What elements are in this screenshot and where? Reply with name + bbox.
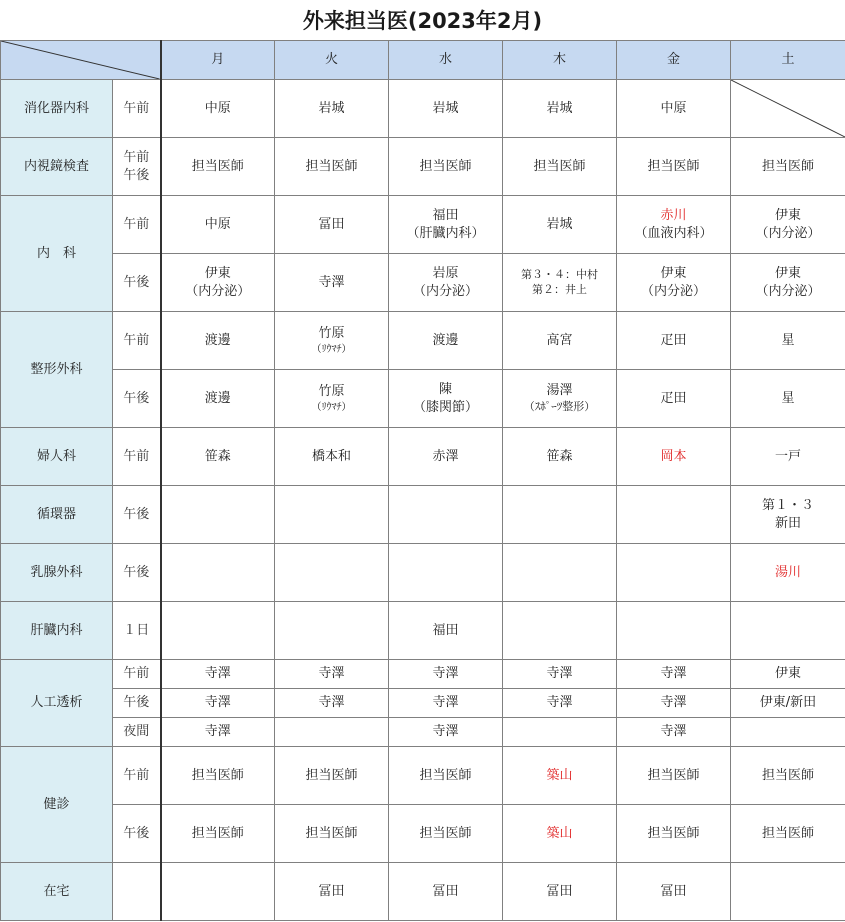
row-toseki-night — [1, 718, 845, 747]
header-corner — [1, 41, 161, 80]
specialty-note: （ﾘｳﾏﾁ） — [311, 343, 352, 355]
cell-thu: 寺澤 — [503, 660, 617, 689]
cell-wed — [389, 254, 503, 312]
cell-tue: 寺澤 — [275, 660, 389, 689]
specialty-note: （膝関節） — [412, 399, 478, 415]
cell-tue: 寺澤 — [275, 689, 389, 718]
cell-sat: 担当医師 — [731, 747, 845, 805]
cell-thu: 築山 — [503, 805, 617, 863]
cell-wed: 冨田 — [389, 863, 503, 921]
cell-sat — [731, 254, 845, 312]
cell-thu — [503, 602, 617, 660]
cell-sat — [731, 602, 845, 660]
row-nyusen — [1, 544, 845, 602]
cell-sat: 担当医師 — [731, 138, 845, 196]
cell-sat: 一戸 — [731, 428, 845, 486]
time-slot: 午後 — [113, 544, 161, 602]
cell-thu: 岩城 — [503, 196, 617, 254]
cell-mon: 寺澤 — [161, 718, 275, 747]
row-kenshin-pm — [1, 805, 845, 863]
cell-fri: 疋田 — [617, 370, 731, 428]
row-seikei-am — [1, 312, 845, 370]
day-header-tue: 火 — [275, 41, 389, 80]
cell-tue — [275, 312, 389, 370]
doctor-name: 岩原 — [432, 265, 459, 281]
cell-wed — [389, 544, 503, 602]
cell-wed: 寺澤 — [389, 689, 503, 718]
time-slot: 午後 — [113, 486, 161, 544]
row-naika-am — [1, 196, 845, 254]
cell-tue: 寺澤 — [275, 254, 389, 312]
cell-mon: 渡邊 — [161, 370, 275, 428]
outpatient-schedule-table — [0, 40, 845, 921]
header-row — [1, 41, 845, 80]
doctor-name: 伊東 — [204, 265, 231, 281]
cell-mon: 担当医師 — [161, 138, 275, 196]
specialty-note: （内分泌） — [755, 225, 821, 241]
row-naika-pm — [1, 254, 845, 312]
time-slot: 午後 — [113, 805, 161, 863]
cell-sat-closed — [731, 80, 845, 138]
cell-sat — [731, 718, 845, 747]
schedule-title: 外来担当医(2023年2月) — [302, 9, 543, 33]
cell-fri: 寺澤 — [617, 689, 731, 718]
cell-mon — [161, 602, 275, 660]
cell-wed: 福田 — [389, 602, 503, 660]
cell-wed: 担当医師 — [389, 747, 503, 805]
dept-label: 内 科 — [1, 196, 113, 312]
cell-wed: 赤澤 — [389, 428, 503, 486]
doctor-name: 伊東 — [774, 265, 801, 281]
cell-sat: 星 — [731, 370, 845, 428]
diagonal-line — [1, 41, 160, 79]
cell-sat — [731, 196, 845, 254]
cell-mon: 笹森 — [161, 428, 275, 486]
cell-tue: 担当医師 — [275, 138, 389, 196]
specialty-note: （内分泌） — [755, 283, 821, 299]
time-slot: 午前 — [113, 312, 161, 370]
cell-mon — [161, 486, 275, 544]
cell-thu — [503, 486, 617, 544]
cell-thu: 高宮 — [503, 312, 617, 370]
cell-sat — [731, 486, 845, 544]
time-slot: 午後 — [113, 370, 161, 428]
cell-mon: 担当医師 — [161, 805, 275, 863]
specialty-note: （肝臓内科） — [406, 225, 485, 241]
cell-wed — [389, 486, 503, 544]
cell-mon: 担当医師 — [161, 747, 275, 805]
specialty-note: （ﾘｳﾏﾁ） — [311, 401, 352, 413]
doctor-name: 伊東 — [660, 265, 687, 281]
row-kanzo — [1, 602, 845, 660]
cell-sat: 伊東/新田 — [731, 689, 845, 718]
specialty-note: （内分泌） — [640, 283, 706, 299]
week-note: 第１・３ — [761, 497, 814, 513]
dept-label: 消化器内科 — [1, 80, 113, 138]
row-zaitaku — [1, 863, 845, 921]
day-header-thu: 木 — [503, 41, 617, 80]
dept-label: 内視鏡検査 — [1, 138, 113, 196]
cell-fri: 担当医師 — [617, 138, 731, 196]
doctor-name: 竹原 — [318, 383, 345, 399]
time-slot — [113, 138, 161, 196]
dept-label: 人工透析 — [1, 660, 113, 747]
cell-tue — [275, 370, 389, 428]
cell-wed: 担当医師 — [389, 138, 503, 196]
dept-label: 在宅 — [1, 863, 113, 921]
cell-mon: 中原 — [161, 80, 275, 138]
cell-tue — [275, 486, 389, 544]
cell-fri — [617, 486, 731, 544]
dept-label: 婦人科 — [1, 428, 113, 486]
time-slot: 午前 — [113, 660, 161, 689]
cell-thu: 岩城 — [503, 80, 617, 138]
specialty-note: （血液内科） — [634, 225, 713, 241]
cell-fri: 寺澤 — [617, 660, 731, 689]
cell-sat: 担当医師 — [731, 805, 845, 863]
dept-label: 健診 — [1, 747, 113, 863]
cell-tue: 橋本和 — [275, 428, 389, 486]
cell-thu: 担当医師 — [503, 138, 617, 196]
row-seikei-pm — [1, 370, 845, 428]
cell-wed — [389, 370, 503, 428]
day-header-sat: 土 — [731, 41, 845, 80]
doctor-name: 赤川 — [660, 207, 687, 223]
cell-fri — [617, 254, 731, 312]
cell-wed: 寺澤 — [389, 718, 503, 747]
doctor-name: 竹原 — [318, 325, 345, 341]
specialty-note: （内分泌） — [412, 283, 478, 299]
row-toseki-pm — [1, 689, 845, 718]
doctor-name: 新田 — [774, 515, 801, 531]
doctor-name-week34: 第３・４：中村 — [521, 267, 598, 281]
cell-fri: 中原 — [617, 80, 731, 138]
dept-label: 乳腺外科 — [1, 544, 113, 602]
cell-wed: 寺澤 — [389, 660, 503, 689]
cell-thu — [503, 370, 617, 428]
cell-sat — [731, 863, 845, 921]
dept-label: 循環器 — [1, 486, 113, 544]
time-slot: 午後 — [113, 254, 161, 312]
time-slot-am: 午前 — [123, 149, 150, 165]
specialty-note: （ｽﾎﾟｰﾂ整形） — [523, 399, 596, 413]
cell-sat: 星 — [731, 312, 845, 370]
cell-fri: 疋田 — [617, 312, 731, 370]
cell-thu — [503, 544, 617, 602]
row-naishikyo — [1, 138, 845, 196]
time-slot — [113, 863, 161, 921]
cell-mon — [161, 254, 275, 312]
row-fujin — [1, 428, 845, 486]
cell-tue: 岩城 — [275, 80, 389, 138]
cell-thu: 寺澤 — [503, 689, 617, 718]
cell-tue — [275, 544, 389, 602]
row-shoka — [1, 80, 845, 138]
diagonal-line — [731, 80, 845, 137]
cell-fri: 担当医師 — [617, 805, 731, 863]
time-slot: 午前 — [113, 428, 161, 486]
cell-thu: 冨田 — [503, 863, 617, 921]
day-header-fri: 金 — [617, 41, 731, 80]
doctor-name: 福田 — [432, 207, 459, 223]
row-toseki-am — [1, 660, 845, 689]
time-slot: 午前 — [113, 196, 161, 254]
cell-wed — [389, 196, 503, 254]
time-slot: １日 — [113, 602, 161, 660]
time-slot-pm: 午後 — [123, 167, 150, 183]
doctor-name-week2: 第２：井上 — [532, 282, 587, 296]
cell-tue: 冨田 — [275, 196, 389, 254]
cell-mon: 渡邊 — [161, 312, 275, 370]
cell-mon: 寺澤 — [161, 689, 275, 718]
cell-thu — [503, 254, 617, 312]
cell-mon: 寺澤 — [161, 660, 275, 689]
cell-wed: 渡邊 — [389, 312, 503, 370]
cell-mon — [161, 544, 275, 602]
time-slot: 夜間 — [113, 718, 161, 747]
cell-wed: 担当医師 — [389, 805, 503, 863]
cell-fri: 寺澤 — [617, 718, 731, 747]
cell-tue: 担当医師 — [275, 747, 389, 805]
cell-thu: 築山 — [503, 747, 617, 805]
cell-mon — [161, 863, 275, 921]
cell-fri: 担当医師 — [617, 747, 731, 805]
doctor-name: 陳 — [438, 381, 452, 397]
cell-tue — [275, 602, 389, 660]
doctor-name: 湯澤 — [546, 383, 573, 399]
day-header-wed: 水 — [389, 41, 503, 80]
cell-fri — [617, 196, 731, 254]
doctor-name: 伊東 — [774, 207, 801, 223]
time-slot: 午後 — [113, 689, 161, 718]
cell-sat: 湯川 — [731, 544, 845, 602]
cell-tue — [275, 718, 389, 747]
cell-fri — [617, 544, 731, 602]
cell-fri — [617, 602, 731, 660]
cell-thu: 笹森 — [503, 428, 617, 486]
cell-tue: 担当医師 — [275, 805, 389, 863]
dept-label: 整形外科 — [1, 312, 113, 428]
day-header-mon: 月 — [161, 41, 275, 80]
cell-fri: 岡本 — [617, 428, 731, 486]
specialty-note: （内分泌） — [185, 283, 251, 299]
cell-wed: 岩城 — [389, 80, 503, 138]
cell-fri: 冨田 — [617, 863, 731, 921]
dept-label: 肝臓内科 — [1, 602, 113, 660]
cell-sat: 伊東 — [731, 660, 845, 689]
cell-mon: 中原 — [161, 196, 275, 254]
time-slot: 午前 — [113, 747, 161, 805]
time-slot: 午前 — [113, 80, 161, 138]
row-junkan — [1, 486, 845, 544]
cell-thu — [503, 718, 617, 747]
cell-tue: 冨田 — [275, 863, 389, 921]
row-kenshin-am — [1, 747, 845, 805]
